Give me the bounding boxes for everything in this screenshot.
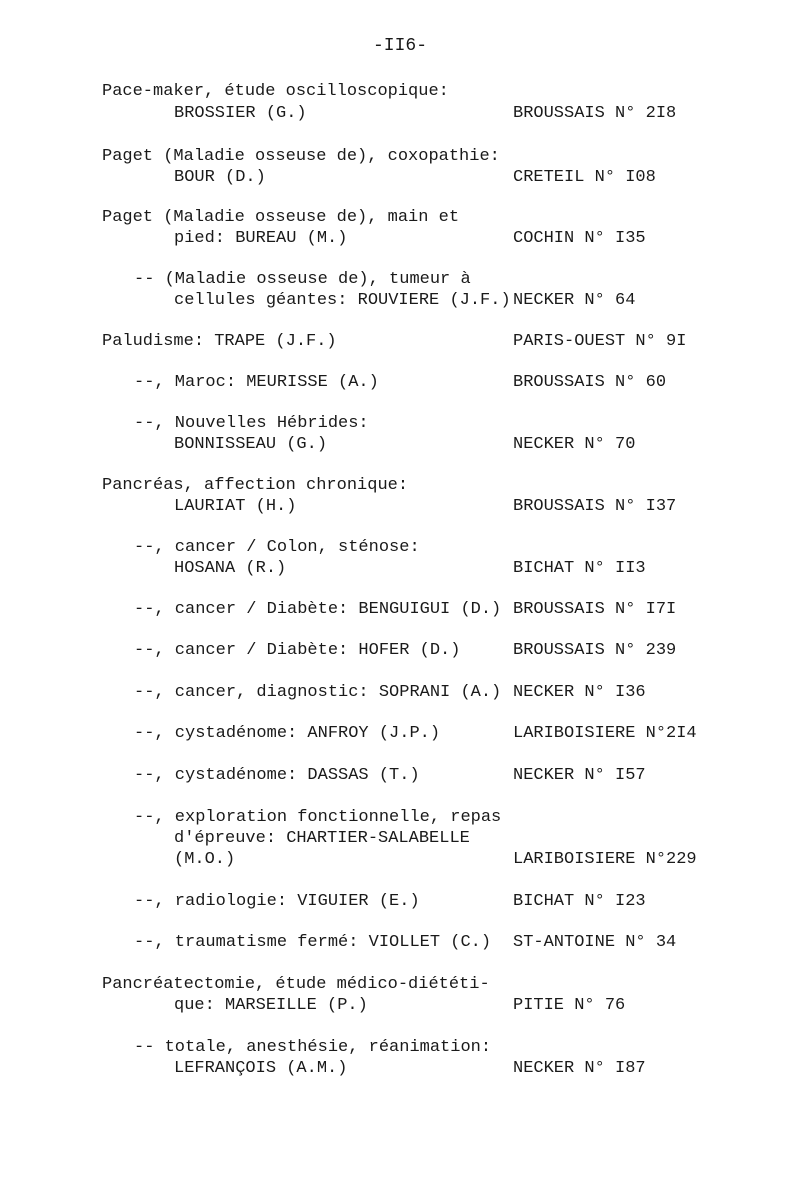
entry-subject: Paget (Maladie osseuse de), main et bbox=[102, 208, 460, 227]
entry-author: BONNISSEAU (G.) bbox=[174, 435, 328, 454]
entry-author-initials: (M.O.) bbox=[174, 850, 236, 869]
entry-subject: Pancréatectomie, étude médico-diététi- bbox=[102, 975, 490, 994]
entry-subject: --, exploration fonctionnelle, repas bbox=[134, 808, 502, 827]
entry-author: HOSANA (R.) bbox=[174, 559, 287, 578]
entry-reference: NECKER N° I87 bbox=[513, 1059, 646, 1078]
entry-subject: Paget (Maladie osseuse de), coxopathie: bbox=[102, 147, 500, 166]
entry-author: que: MARSEILLE (P.) bbox=[174, 996, 368, 1015]
page-number: -II6- bbox=[372, 36, 427, 56]
entry-subject: -- (Maladie osseuse de), tumeur à bbox=[134, 270, 471, 289]
entry-author: d'épreuve: CHARTIER-SALABELLE bbox=[174, 829, 470, 848]
entry-reference: PITIE N° 76 bbox=[513, 996, 626, 1015]
entry-reference: NECKER N° I57 bbox=[513, 766, 646, 785]
entry-subject: --, Nouvelles Hébrides: bbox=[134, 414, 369, 433]
entry-author: LEFRANÇOIS (A.M.) bbox=[174, 1059, 348, 1078]
entry-reference: COCHIN N° I35 bbox=[513, 229, 646, 248]
entry-subject: --, traumatisme fermé: VIOLLET (C.) bbox=[134, 933, 492, 952]
entry-subject: -- totale, anesthésie, réanimation: bbox=[134, 1038, 492, 1057]
entry-reference: BROUSSAIS N° I7I bbox=[513, 600, 677, 619]
entry-reference: PARIS-OUEST N° 9I bbox=[513, 332, 687, 351]
entry-subject: --, cystadénome: DASSAS (T.) bbox=[134, 766, 420, 785]
entry-reference: CRETEIL N° I08 bbox=[513, 168, 656, 187]
entry-subject: --, cancer / Colon, sténose: bbox=[134, 538, 420, 557]
entry-reference: NECKER N° I36 bbox=[513, 683, 646, 702]
entry-author: BOUR (D.) bbox=[174, 168, 266, 187]
entry-reference: LARIBOISIERE N°2I4 bbox=[513, 724, 697, 743]
entry-reference: BICHAT N° II3 bbox=[513, 559, 646, 578]
entry-reference: BROUSSAIS N° 60 bbox=[513, 373, 667, 392]
entry-author: pied: BUREAU (M.) bbox=[174, 229, 348, 248]
entry-reference: BICHAT N° I23 bbox=[513, 892, 646, 911]
entry-reference: ST-ANTOINE N° 34 bbox=[513, 933, 677, 952]
entry-subject: Pace-maker, étude oscilloscopique: bbox=[102, 82, 449, 101]
entry-subject: --, radiologie: VIGUIER (E.) bbox=[134, 892, 420, 911]
entry-subject: Pancréas, affection chronique: bbox=[102, 476, 409, 495]
entry-subject: Paludisme: TRAPE (J.F.) bbox=[102, 332, 337, 351]
entry-subject: --, cancer, diagnostic: SOPRANI (A.) bbox=[134, 683, 502, 702]
entry-subject: --, cancer / Diabète: BENGUIGUI (D.) bbox=[134, 600, 502, 619]
entry-subject: --, Maroc: MEURISSE (A.) bbox=[134, 373, 379, 392]
entry-reference: NECKER N° 64 bbox=[513, 291, 636, 310]
entry-reference: BROUSSAIS N° I37 bbox=[513, 497, 677, 516]
entry-reference: NECKER N° 70 bbox=[513, 435, 636, 454]
entry-author: BROSSIER (G.) bbox=[174, 104, 307, 123]
entry-author: LAURIAT (H.) bbox=[174, 497, 297, 516]
entry-author: cellules géantes: ROUVIERE (J.F.) bbox=[174, 291, 511, 310]
entry-reference: BROUSSAIS N° 2I8 bbox=[513, 104, 677, 123]
entry-reference: BROUSSAIS N° 239 bbox=[513, 641, 677, 660]
entry-reference: LARIBOISIERE N°229 bbox=[513, 850, 697, 869]
entry-subject: --, cancer / Diabète: HOFER (D.) bbox=[134, 641, 461, 660]
entry-subject: --, cystadénome: ANFROY (J.P.) bbox=[134, 724, 441, 743]
